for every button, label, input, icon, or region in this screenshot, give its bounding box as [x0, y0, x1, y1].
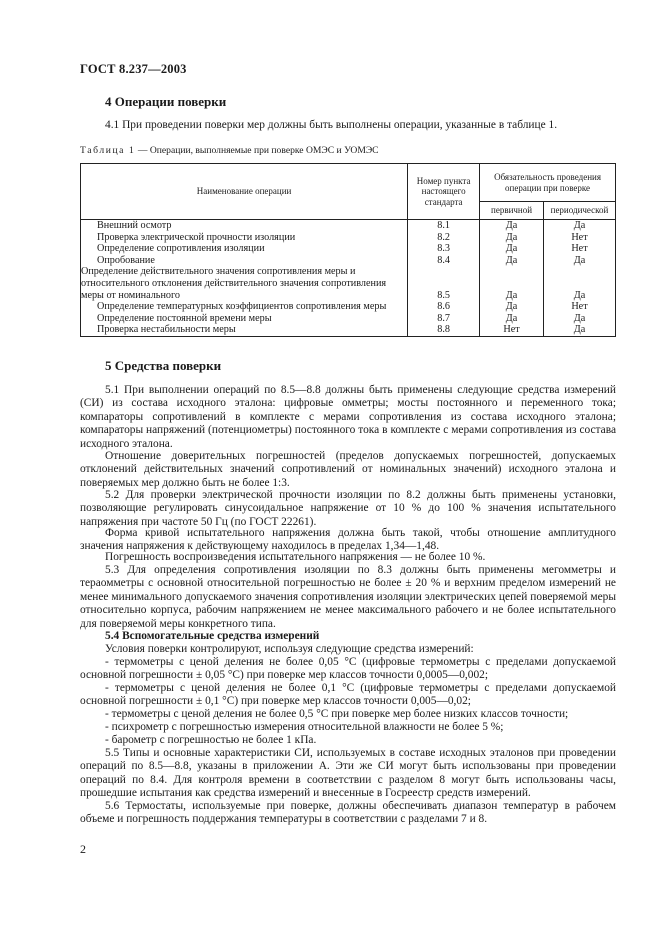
- list-item-psychrometer: - психрометр с погрешностью измерения относительной влажности не более 5 %;: [105, 721, 504, 733]
- section-4-heading: 4 Операции поверки: [105, 94, 227, 109]
- section-5-heading: 5 Средства поверки: [105, 358, 222, 373]
- row-clause: 8.2: [408, 232, 480, 244]
- paragraph-5-2: 5.2 Для проверки электрической прочности изоляции по 8.2 должны быть применены установки, позволяющие регулировать синусоидальное напряжение от 10 % до 100 % значения испытательного напряжения при частоте 50 Гц (по ГОСТ 22261).: [80, 489, 616, 528]
- table-row: [81, 255, 616, 267]
- paragraph-5-6: 5.6 Термостаты, используемые при поверке, должны обеспечивать диапазон температур в рабочем объеме и погрешность поддержания температуры в соответствии с разделами 7 и 8.: [80, 800, 616, 826]
- header-periodic: периодической: [544, 202, 616, 220]
- row-periodic: Да: [544, 220, 616, 232]
- row-name: Проверка нестабильности меры: [81, 324, 408, 336]
- row-periodic: Да: [544, 324, 616, 336]
- row-periodic: Да: [544, 266, 616, 301]
- header-clause-number: Номер пункта настоящего стандарта: [408, 164, 480, 220]
- paragraph-5-2-accuracy: Погрешность воспроизведения испытательного напряжения — не более 10 %.: [105, 551, 486, 563]
- row-clause: 8.1: [408, 220, 480, 232]
- page-number: 2: [80, 842, 86, 856]
- row-name: Определение температурных коэффициентов сопротивления меры: [81, 301, 408, 313]
- row-primary: Да: [480, 255, 544, 267]
- paragraph-5-4-intro: Условия поверки контролируют, используя следующие средства измерений:: [105, 643, 474, 655]
- row-primary: Да: [480, 301, 544, 313]
- paragraph-5-5: 5.5 Типы и основные характеристики СИ, используемых в составе исходных эталонов при проведении операций по 8.5—8.8, указаны в приложении А. Эти же СИ могут быть использованы при проведении операций по 8.4. Для контроля времени в соответствии с разделом 8 могут быть использованы часы, прошедшие испытания как средства измерений и внесенные в Госреестр средств измерений.: [80, 747, 616, 800]
- row-name: Опробование: [81, 255, 408, 267]
- paragraph-4-1: 4.1 При проведении поверки мер должны быть выполнены операции, указанные в таблице 1.: [105, 119, 558, 131]
- paragraph-5-3: 5.3 Для определения сопротивления изоляции по 8.3 должны быть применены мегомметры и тераомметры с основной относительной погрешностью не более ± 20 % и верхним пределом измерений не менее минимального допускаемого значения сопротивления изоляции электрических цепей поверяемой меры относительно корпуса, рабочим напряжением не менее максимального рабочего и не более испытательного для поверяемой меры конкретного типа.: [80, 564, 616, 630]
- row-periodic: Да: [544, 313, 616, 325]
- row-periodic: Нет: [544, 232, 616, 244]
- table-row: [81, 266, 616, 301]
- list-item-thermometer-05: - термометры с ценой деления не более 0,5 °С при поверке мер более низких классов точности;: [105, 708, 569, 720]
- row-clause: 8.8: [408, 324, 480, 336]
- row-periodic: Да: [544, 255, 616, 267]
- list-item-thermometer-005: - термометры с ценой деления не более 0,05 °С (цифровые термометры с пределами допускаемой основной погрешности ± 0,05 °С) при поверке мер классов точности 0,0005—0,002;: [80, 656, 616, 682]
- row-primary: Да: [480, 220, 544, 232]
- header-operation-name: Наименование операции: [81, 164, 408, 220]
- row-name: Проверка электрической прочности изоляции: [81, 232, 408, 244]
- row-primary: Да: [480, 313, 544, 325]
- table-caption-text: — Операции, выполняемые при поверке ОМЭС и УОМЭС: [135, 145, 379, 156]
- table-row: [81, 324, 616, 336]
- row-periodic: Нет: [544, 243, 616, 255]
- row-clause: 8.4: [408, 255, 480, 267]
- table-row: [81, 243, 616, 255]
- row-primary: Да: [480, 243, 544, 255]
- paragraph-5-2-waveform: Форма кривой испытательного напряжения должна быть такой, чтобы отношение амплитудного значения напряжения к действующему находилось в пределах 1,34—1,48.: [80, 527, 616, 553]
- row-primary: Да: [480, 266, 544, 301]
- list-item-barometer: - барометр с погрешностью не более 1 кПа.: [105, 734, 317, 746]
- paragraph-5-1-ratio: Отношение доверительных погрешностей (пределов допускаемых погрешностей, допускаемых отклонений действительных значений сопротивлений от номинальных значений) исходного эталона и поверяемых мер должно быть не более 1:3.: [80, 450, 616, 489]
- row-clause: 8.3: [408, 243, 480, 255]
- row-name: Определение постоянной времени меры: [81, 313, 408, 325]
- table-row: [81, 220, 616, 232]
- row-name: Определение действительного значения сопротивления меры и относительного отклонения действительного значения сопротивления меры от номинального: [81, 266, 408, 301]
- paragraph-5-1: 5.1 При выполнении операций по 8.5—8.8 должны быть применены следующие средства измерений (СИ) из состава исходного эталона: цифровые омметры; мосты постоянного и переменного тока; компараторы сопротивлений в комплекте с мерами сопротивления из состава исходного эталона; компараторы напряжений (потенциометры) постоянного тока в комплекте с мерами сопротивления из состава исходного эталона.: [80, 384, 616, 450]
- row-primary: Нет: [480, 324, 544, 336]
- row-clause: 8.6: [408, 301, 480, 313]
- table-caption-label: Таблица 1: [80, 145, 136, 156]
- row-clause: 8.5: [408, 266, 480, 301]
- row-primary: Да: [480, 232, 544, 244]
- row-name: Внешний осмотр: [81, 220, 408, 232]
- list-item-thermometer-01: - термометры с ценой деления не более 0,1 °С (цифровые термометры с пределами допускаемой основной погрешности ± 0,1 °С) при поверке мер классов точности 0,005—0,02;: [80, 682, 616, 708]
- standard-code: ГОСТ 8.237—2003: [80, 62, 187, 76]
- table-caption: [80, 145, 620, 156]
- table-row: [81, 301, 616, 313]
- row-periodic: Нет: [544, 301, 616, 313]
- row-clause: 8.7: [408, 313, 480, 325]
- paragraph-5-4-title: 5.4 Вспомогательные средства измерений: [105, 630, 320, 642]
- header-required: Обязательность проведения операции при поверке: [480, 164, 616, 202]
- table-row: [81, 232, 616, 244]
- table-row: [81, 313, 616, 325]
- operations-table: [80, 163, 616, 337]
- header-primary: первичной: [480, 202, 544, 220]
- row-name: Определение сопротивления изоляции: [81, 243, 408, 255]
